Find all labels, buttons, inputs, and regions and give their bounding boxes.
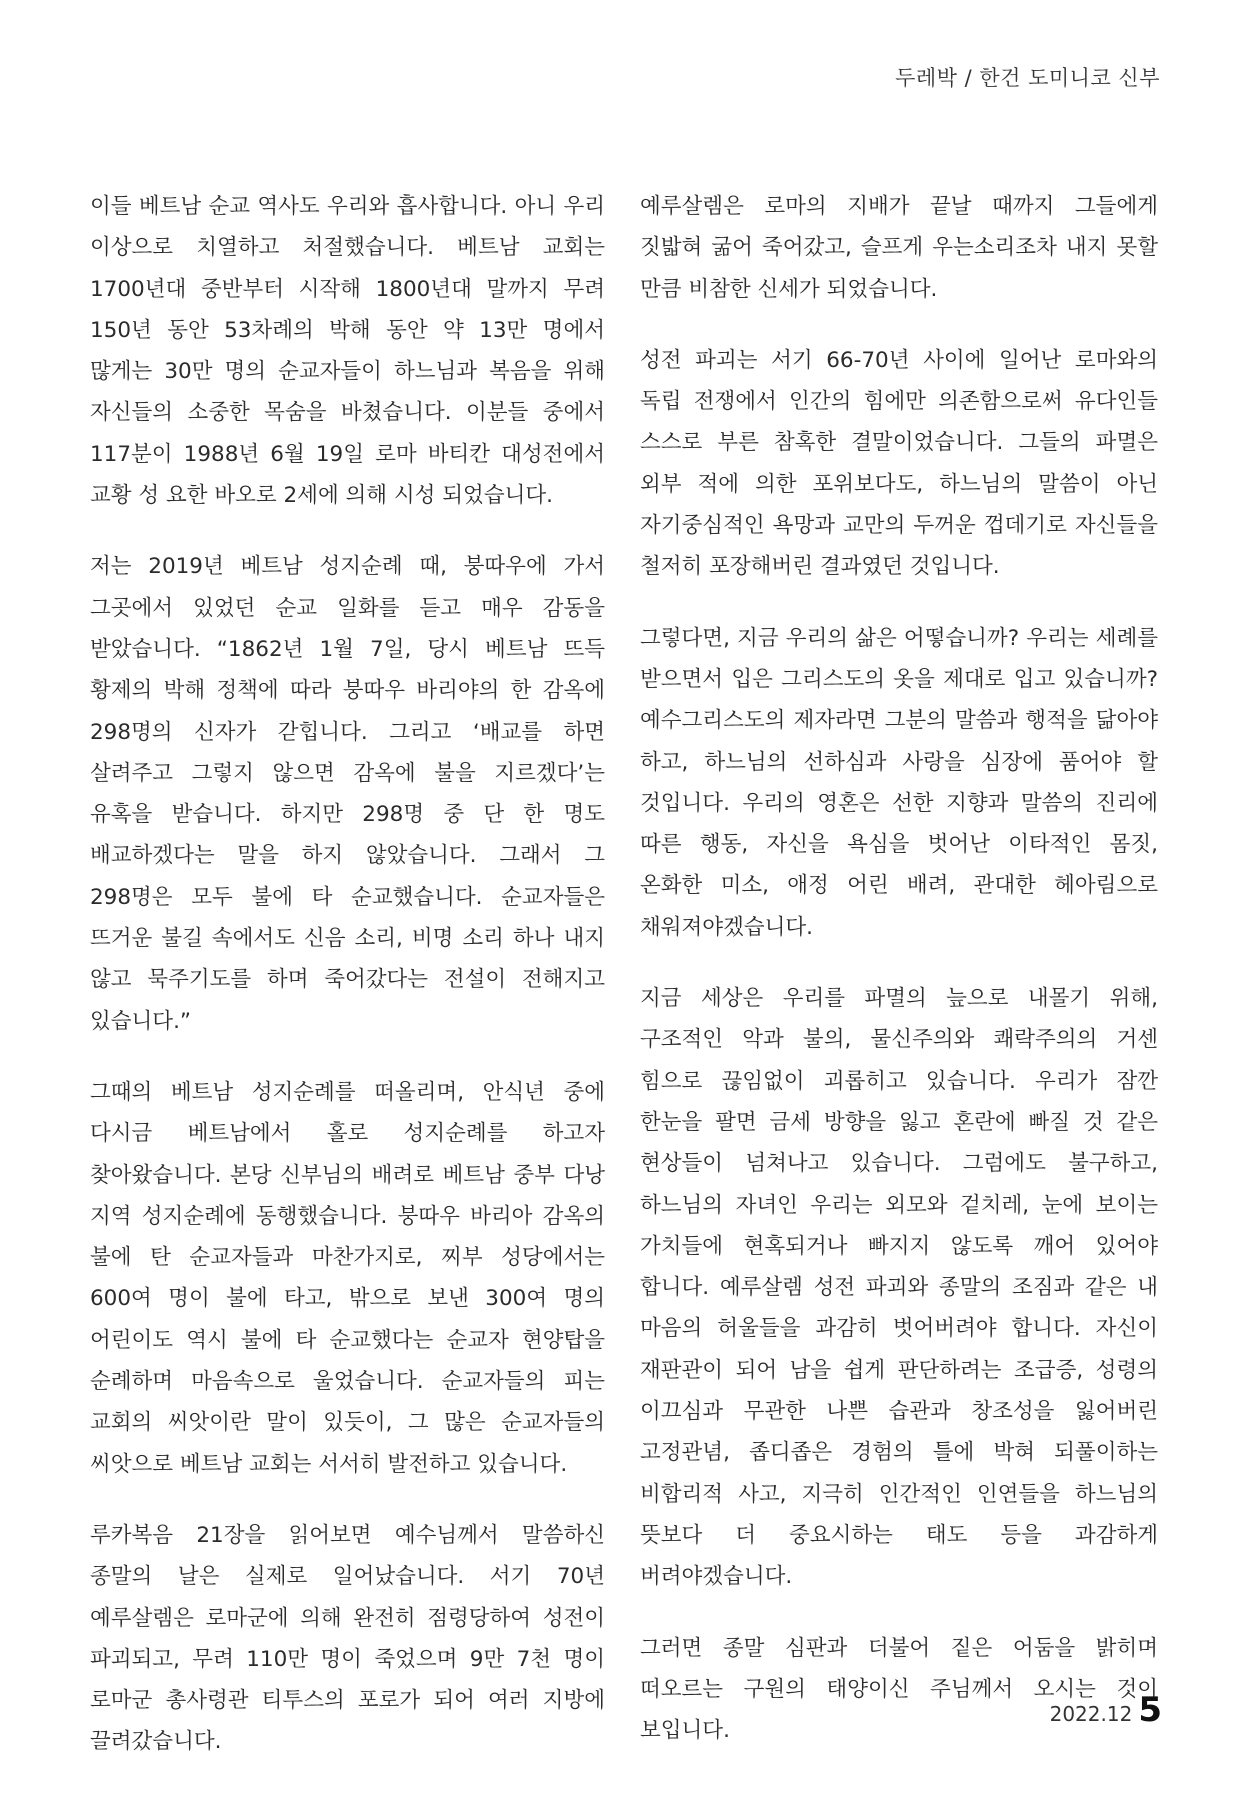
paragraph: 이들 베트남 순교 역사도 우리와 흡사합니다. 아니 우리 이상으로 치열하고 처절했습니다. 베트남 교회는 1700년대 중반부터 시작해 1800년대 말까지 무려 150년 동안 53차례의 박해 동안 약 13만 명에서 많게는 30만 명의 순교자들이 하느님과 복음을 위해 자신들의 소중한 목숨을 바쳤습니다. 이분들 중에서 117분이 1988년 6월 19일 로마 바티칸 대성전에서 교황 성 요한 바오로 2세에 의해 시성 되었습니다.	[90, 194, 605, 509]
paragraph: 그때의 베트남 성지순례를 떠올리며, 안식년 중에 다시금 베트남에서 홀로 성지순례를 하고자 찾아왔습니다. 본당 신부님의 배려로 베트남 중부 다낭 지역 성지순례에 동행했습니다. 붕따우 바리아 감옥의 불에 탄 순교자들과 마찬가지로, 찌부 성당에서는 600여 명이 불에 타고, 밖으로 보낸 300여 명의 어린이도 역시 불에 타 순교했다는 순교자 현양탑을 순례하며 마음속으로 울었습니다. 순교자들의 피는 교회의 씨앗이란 말이 있듯이, 그 많은 순교자들의 씨앗으로 베트남 교회는 서서히 발전하고 있습니다.	[90, 1079, 605, 1477]
paragraph: 성전 파괴는 서기 66-70년 사이에 일어난 로마와의 독립 전쟁에서 인간의 힘에만 의존함으로써 유다인들 스스로 부른 참혹한 결말이었습니다. 그들의 파멸은 외부 적에 의한 포위보다도, 하느님의 말씀이 아닌 자기중심적인 욕망과 교만의 두꺼운 껍데기로 자신들을 철저히 포장해버린 결과였던 것입니다.	[640, 347, 1158, 580]
paragraph: 저는 2019년 베트남 성지순례 때, 붕따우에 가서 그곳에서 있었던 순교 일화를 듣고 매우 감동을 받았습니다. “1862년 1월 7일, 당시 베트남 뜨득 황제의 박해 정책에 따라 붕따우 바리야의 한 감옥에 298명의 신자가 갇힙니다. 그리고 ‘배교를 하면 살려주고 그렇지 않으면 감옥에 불을 지르겠다’는 유혹을 받습니다. 하지만 298명 중 단 한 명도 배교하겠다는 말을 하지 않았습니다. 그래서 그 298명은 모두 불에 타 순교했습니다. 순교자들은 뜨거운 불길 속에서도 신음 소리, 비명 소리 하나 내지 않고 묵주기도를 하며 죽어갔다는 전설이 전해지고 있습니다.”	[90, 554, 605, 1034]
paragraph: 지금 세상은 우리를 파멸의 늪으로 내몰기 위해, 구조적인 악과 불의, 물신주의와 쾌락주의의 거센 힘으로 끊임없이 괴롭히고 있습니다. 우리가 잠깐 한눈을 팔면 금세 방향을 잃고 혼란에 빠질 것 같은 현상들이 넘쳐나고 있습니다. 그럼에도 불구하고, 하느님의 자녀인 우리는 외모와 겉치레, 눈에 보이는 가치들에 현혹되거나 빠지지 않도록 깨어 있어야 합니다. 예루살렘 성전 파괴와 종말의 조짐과 같은 내 마음의 허울들을 과감히 벗어버려야 합니다. 자신이 재판관이 되어 남을 쉽게 판단하려는 조급증, 성령의 이끄심과 무관한 나쁜 습관과 창조성을 잃어버린 고정관념, 좁디좁은 경험의 틀에 박혀 되풀이하는 비합리적 사고, 지극히 인간적인 인연들을 하느님의 뜻보다 더 중요시하는 태도 등을 과감하게 버려야겠습니다.	[640, 986, 1158, 1590]
right-column	[640, 186, 1158, 1781]
paragraph: 그러면 종말 심판과 더불어 짙은 어둠을 밝히며 떠오르는 구원의 태양이신 주님께서 오시는 것이 보입니다.	[640, 1635, 1158, 1744]
paragraph: 그렇다면, 지금 우리의 삶은 어떻습니까? 우리는 세례를 받으면서 입은 그리스도의 옷을 제대로 입고 있습니까? 예수그리스도의 제자라면 그분의 말씀과 행적을 닮아야 하고, 하느님의 선하심과 사랑을 심장에 품어야 할 것입니다. 우리의 영혼은 선한 지향과 말씀의 진리에 따른 행동, 자신을 욕심을 벗어난 이타적인 몸짓, 온화한 미소, 애정 어린 배려, 관대한 헤아림으로 채워져야겠습니다.	[640, 625, 1158, 940]
paragraph: 예루살렘은 로마의 지배가 끝날 때까지 그들에게 짓밟혀 굶어 죽어갔고, 슬프게 우는소리조차 내지 못할 만큼 비참한 신세가 되었습니다.	[640, 194, 1158, 302]
left-column	[90, 186, 605, 1793]
running-header: 두레박 / 한건 도미니코 신부	[895, 66, 1160, 90]
issue-date: 2022.12	[1049, 1702, 1133, 1726]
page-footer	[1050, 1690, 1162, 1730]
paragraph: 루카복음 21장을 읽어보면 예수님께서 말씀하신 종말의 날은 실제로 일어났습니다. 서기 70년 예루살렘은 로마군에 의해 완전히 점령당하여 성전이 파괴되고, 무려 110만 명이 죽었으며 9만 7천 명이 로마군 총사령관 티투스의 포로가 되어 여러 지방에 끌려갔습니다.	[90, 1522, 605, 1755]
page-number: 5	[1138, 1690, 1162, 1730]
